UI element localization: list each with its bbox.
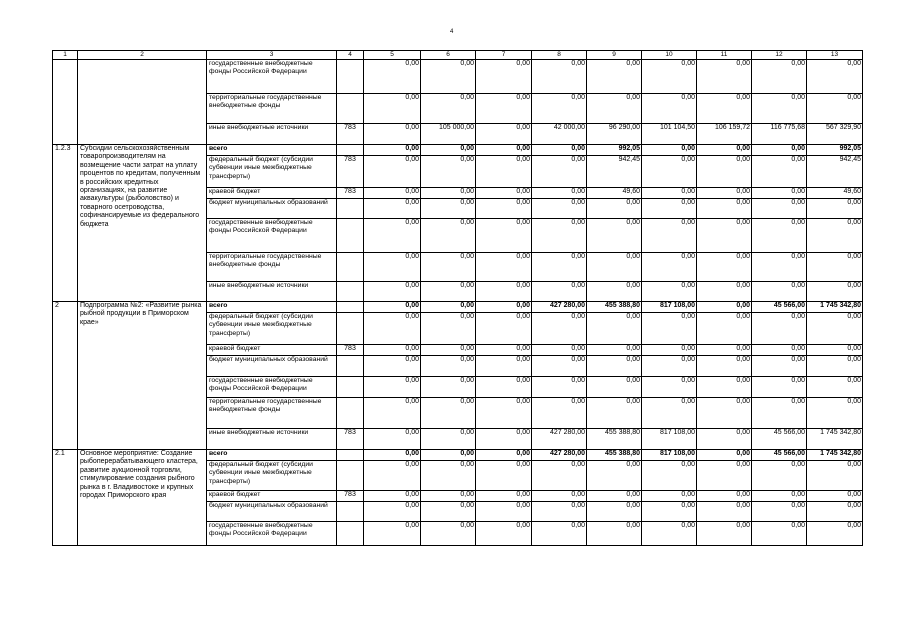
amount-cell: 0,00 — [476, 188, 532, 199]
amount-cell: 1 745 342,80 — [807, 450, 863, 461]
code-cell — [337, 253, 364, 282]
amount-cell: 0,00 — [364, 461, 421, 491]
amount-cell: 0,00 — [642, 199, 697, 219]
funding-source-cell: федеральный бюджет (субсидии субвенции иные межбюджетные трансферты) — [207, 461, 337, 491]
code-cell — [337, 94, 364, 124]
amount-cell: 116 775,68 — [752, 124, 807, 145]
amount-cell: 0,00 — [421, 522, 476, 546]
amount-cell: 0,00 — [642, 253, 697, 282]
header-cell: 8 — [532, 51, 587, 60]
amount-cell: 0,00 — [752, 282, 807, 302]
amount-cell: 0,00 — [532, 156, 587, 188]
amount-cell: 0,00 — [697, 429, 752, 450]
amount-cell: 0,00 — [476, 461, 532, 491]
amount-cell: 106 159,72 — [697, 124, 752, 145]
amount-cell: 0,00 — [587, 60, 642, 94]
amount-cell: 0,00 — [364, 145, 421, 156]
amount-cell: 0,00 — [364, 450, 421, 461]
amount-cell: 0,00 — [421, 450, 476, 461]
amount-cell: 0,00 — [421, 356, 476, 377]
amount-cell: 0,00 — [364, 282, 421, 302]
header-cell: 5 — [364, 51, 421, 60]
amount-cell: 0,00 — [697, 60, 752, 94]
code-cell — [337, 398, 364, 429]
amount-cell: 0,00 — [476, 253, 532, 282]
funding-source-cell: государственные внебюджетные фонды Российской Федерации — [207, 219, 337, 253]
amount-cell: 0,00 — [807, 282, 863, 302]
code-cell — [337, 377, 364, 398]
amount-cell: 0,00 — [752, 502, 807, 522]
amount-cell: 0,00 — [421, 302, 476, 313]
amount-cell: 0,00 — [476, 377, 532, 398]
amount-cell: 0,00 — [697, 522, 752, 546]
code-cell — [337, 313, 364, 345]
amount-cell: 0,00 — [807, 253, 863, 282]
header-cell: 10 — [642, 51, 697, 60]
amount-cell: 0,00 — [364, 502, 421, 522]
funding-source-cell: государственные внебюджетные фонды Российской Федерации — [207, 377, 337, 398]
amount-cell: 0,00 — [697, 219, 752, 253]
amount-cell: 0,00 — [476, 313, 532, 345]
amount-cell: 0,00 — [476, 429, 532, 450]
amount-cell: 0,00 — [807, 60, 863, 94]
amount-cell: 0,00 — [807, 522, 863, 546]
amount-cell: 0,00 — [807, 356, 863, 377]
amount-cell: 0,00 — [697, 145, 752, 156]
amount-cell: 0,00 — [364, 429, 421, 450]
amount-cell: 49,60 — [587, 188, 642, 199]
amount-cell: 0,00 — [587, 502, 642, 522]
amount-cell: 0,00 — [807, 345, 863, 356]
header-cell: 11 — [697, 51, 752, 60]
amount-cell: 0,00 — [364, 188, 421, 199]
code-cell — [337, 450, 364, 461]
amount-cell: 0,00 — [752, 356, 807, 377]
amount-cell: 0,00 — [421, 156, 476, 188]
amount-cell: 0,00 — [587, 313, 642, 345]
amount-cell: 0,00 — [476, 345, 532, 356]
amount-cell: 0,00 — [752, 156, 807, 188]
amount-cell: 0,00 — [587, 345, 642, 356]
amount-cell: 0,00 — [421, 461, 476, 491]
page-number: 4 — [450, 29, 454, 35]
amount-cell: 0,00 — [807, 377, 863, 398]
amount-cell: 0,00 — [697, 345, 752, 356]
amount-cell: 0,00 — [642, 145, 697, 156]
amount-cell: 0,00 — [364, 219, 421, 253]
table-row — [53, 450, 863, 461]
amount-cell: 0,00 — [697, 313, 752, 345]
amount-cell: 0,00 — [532, 377, 587, 398]
header-cell: 2 — [78, 51, 207, 60]
item-number-cell: 1.2.3 — [53, 145, 78, 302]
code-cell — [337, 60, 364, 94]
code-cell: 783 — [337, 491, 364, 502]
header-cell: 4 — [337, 51, 364, 60]
header-cell: 3 — [207, 51, 337, 60]
amount-cell: 0,00 — [364, 398, 421, 429]
amount-cell: 0,00 — [752, 377, 807, 398]
amount-cell: 0,00 — [364, 253, 421, 282]
amount-cell: 455 388,80 — [587, 429, 642, 450]
amount-cell: 42 000,00 — [532, 124, 587, 145]
code-cell — [337, 145, 364, 156]
code-cell: 783 — [337, 124, 364, 145]
amount-cell: 0,00 — [642, 491, 697, 502]
funding-source-cell: бюджет муниципальных образований — [207, 356, 337, 377]
amount-cell: 0,00 — [807, 461, 863, 491]
amount-cell: 0,00 — [364, 156, 421, 188]
amount-cell: 0,00 — [752, 199, 807, 219]
amount-cell: 0,00 — [476, 156, 532, 188]
amount-cell: 0,00 — [421, 145, 476, 156]
amount-cell: 0,00 — [642, 188, 697, 199]
amount-cell: 0,00 — [364, 94, 421, 124]
funding-source-cell: всего — [207, 450, 337, 461]
amount-cell: 0,00 — [752, 398, 807, 429]
amount-cell: 0,00 — [421, 313, 476, 345]
amount-cell: 0,00 — [752, 94, 807, 124]
amount-cell: 0,00 — [364, 313, 421, 345]
header-cell: 1 — [53, 51, 78, 60]
funding-source-cell: всего — [207, 145, 337, 156]
amount-cell: 817 108,00 — [642, 429, 697, 450]
amount-cell: 0,00 — [532, 398, 587, 429]
table-row — [53, 145, 863, 156]
amount-cell: 0,00 — [364, 60, 421, 94]
amount-cell: 0,00 — [587, 522, 642, 546]
amount-cell: 0,00 — [476, 94, 532, 124]
amount-cell: 0,00 — [697, 502, 752, 522]
amount-cell: 0,00 — [364, 345, 421, 356]
amount-cell: 0,00 — [642, 377, 697, 398]
amount-cell: 45 566,00 — [752, 429, 807, 450]
amount-cell: 0,00 — [807, 94, 863, 124]
amount-cell: 0,00 — [642, 398, 697, 429]
amount-cell: 427 280,00 — [532, 429, 587, 450]
amount-cell: 0,00 — [697, 188, 752, 199]
amount-cell: 0,00 — [697, 398, 752, 429]
table-body — [53, 60, 863, 546]
amount-cell: 0,00 — [642, 94, 697, 124]
amount-cell: 0,00 — [752, 253, 807, 282]
amount-cell: 0,00 — [752, 60, 807, 94]
table-row — [53, 302, 863, 313]
amount-cell: 0,00 — [642, 522, 697, 546]
table-row — [53, 60, 863, 94]
code-cell — [337, 461, 364, 491]
amount-cell: 992,05 — [807, 145, 863, 156]
item-number-cell: 2 — [53, 302, 78, 450]
amount-cell: 49,60 — [807, 188, 863, 199]
funding-source-cell: иные внебюджетные источники — [207, 429, 337, 450]
amount-cell: 0,00 — [587, 94, 642, 124]
item-title-cell — [78, 60, 207, 145]
header-cell: 6 — [421, 51, 476, 60]
amount-cell: 1 745 342,80 — [807, 429, 863, 450]
amount-cell: 0,00 — [532, 313, 587, 345]
amount-cell: 0,00 — [421, 502, 476, 522]
amount-cell: 817 108,00 — [642, 302, 697, 313]
amount-cell: 0,00 — [476, 60, 532, 94]
code-cell — [337, 356, 364, 377]
amount-cell: 0,00 — [476, 282, 532, 302]
amount-cell: 0,00 — [476, 219, 532, 253]
amount-cell: 0,00 — [807, 491, 863, 502]
header-cell: 12 — [752, 51, 807, 60]
amount-cell: 0,00 — [697, 94, 752, 124]
amount-cell: 0,00 — [532, 253, 587, 282]
funding-source-cell: иные внебюджетные источники — [207, 282, 337, 302]
amount-cell: 0,00 — [642, 461, 697, 491]
amount-cell: 0,00 — [421, 345, 476, 356]
amount-cell: 0,00 — [476, 302, 532, 313]
amount-cell: 0,00 — [587, 356, 642, 377]
amount-cell: 0,00 — [532, 199, 587, 219]
budget-table — [52, 50, 863, 546]
code-cell — [337, 282, 364, 302]
amount-cell: 0,00 — [476, 450, 532, 461]
amount-cell: 0,00 — [532, 188, 587, 199]
funding-source-cell: территориальные государственные внебюджетные фонды — [207, 253, 337, 282]
amount-cell: 0,00 — [587, 199, 642, 219]
amount-cell: 0,00 — [476, 124, 532, 145]
amount-cell: 0,00 — [752, 522, 807, 546]
amount-cell: 0,00 — [421, 219, 476, 253]
amount-cell: 0,00 — [421, 94, 476, 124]
amount-cell: 0,00 — [532, 345, 587, 356]
amount-cell: 0,00 — [752, 145, 807, 156]
amount-cell: 0,00 — [642, 219, 697, 253]
amount-cell: 0,00 — [587, 282, 642, 302]
funding-source-cell: территориальные государственные внебюджетные фонды — [207, 94, 337, 124]
amount-cell: 0,00 — [642, 60, 697, 94]
amount-cell: 0,00 — [587, 377, 642, 398]
amount-cell: 0,00 — [364, 491, 421, 502]
amount-cell: 0,00 — [364, 377, 421, 398]
amount-cell: 0,00 — [421, 491, 476, 502]
code-cell: 783 — [337, 345, 364, 356]
amount-cell: 0,00 — [532, 94, 587, 124]
amount-cell: 0,00 — [532, 522, 587, 546]
amount-cell: 0,00 — [532, 282, 587, 302]
funding-source-cell: краевой бюджет — [207, 491, 337, 502]
amount-cell: 0,00 — [476, 199, 532, 219]
amount-cell: 0,00 — [364, 356, 421, 377]
code-cell — [337, 302, 364, 313]
funding-source-cell: государственные внебюджетные фонды Российской Федерации — [207, 522, 337, 546]
item-title-cell: Подпрограмма №2: «Развитие рынка рыбной продукции в Приморском крае» — [78, 302, 207, 450]
header-cell: 13 — [807, 51, 863, 60]
amount-cell: 0,00 — [697, 199, 752, 219]
header-row — [53, 51, 863, 60]
amount-cell: 0,00 — [587, 491, 642, 502]
amount-cell: 0,00 — [752, 188, 807, 199]
amount-cell: 0,00 — [364, 199, 421, 219]
amount-cell: 96 290,00 — [587, 124, 642, 145]
amount-cell: 0,00 — [532, 491, 587, 502]
amount-cell: 0,00 — [532, 502, 587, 522]
amount-cell: 0,00 — [421, 398, 476, 429]
amount-cell: 0,00 — [532, 461, 587, 491]
amount-cell: 0,00 — [697, 377, 752, 398]
code-cell — [337, 522, 364, 546]
amount-cell: 0,00 — [587, 253, 642, 282]
amount-cell: 0,00 — [642, 282, 697, 302]
amount-cell: 0,00 — [642, 313, 697, 345]
amount-cell: 455 388,80 — [587, 302, 642, 313]
amount-cell: 455 388,80 — [587, 450, 642, 461]
amount-cell: 0,00 — [476, 522, 532, 546]
amount-cell: 0,00 — [807, 398, 863, 429]
amount-cell: 0,00 — [752, 461, 807, 491]
amount-cell: 0,00 — [697, 282, 752, 302]
amount-cell: 0,00 — [476, 145, 532, 156]
amount-cell: 101 104,50 — [642, 124, 697, 145]
amount-cell: 0,00 — [697, 253, 752, 282]
item-number-cell — [53, 60, 78, 145]
amount-cell: 0,00 — [364, 302, 421, 313]
amount-cell: 0,00 — [587, 398, 642, 429]
funding-source-cell: краевой бюджет — [207, 345, 337, 356]
amount-cell: 1 745 342,80 — [807, 302, 863, 313]
amount-cell: 0,00 — [697, 450, 752, 461]
amount-cell: 0,00 — [364, 124, 421, 145]
funding-source-cell: федеральный бюджет (субсидии субвенции иные межбюджетные трансферты) — [207, 156, 337, 188]
amount-cell: 992,05 — [587, 145, 642, 156]
amount-cell: 0,00 — [752, 345, 807, 356]
amount-cell: 0,00 — [476, 491, 532, 502]
header-cell: 7 — [476, 51, 532, 60]
header-cell: 9 — [587, 51, 642, 60]
amount-cell: 0,00 — [807, 199, 863, 219]
amount-cell: 0,00 — [532, 219, 587, 253]
item-number-cell: 2.1 — [53, 450, 78, 546]
amount-cell: 0,00 — [532, 356, 587, 377]
amount-cell: 0,00 — [421, 199, 476, 219]
amount-cell: 0,00 — [532, 145, 587, 156]
item-title-cell: Основное мероприятие: Создание рыбоперерабатывающего кластера, развитие аукционной торговли, стимулирование создания рыбного рынка в г. Владивостоке и крупных городах Приморского края — [78, 450, 207, 546]
amount-cell: 0,00 — [752, 491, 807, 502]
funding-source-cell: бюджет муниципальных образований — [207, 502, 337, 522]
amount-cell: 0,00 — [476, 356, 532, 377]
amount-cell: 0,00 — [476, 398, 532, 429]
amount-cell: 0,00 — [697, 491, 752, 502]
amount-cell: 0,00 — [807, 502, 863, 522]
amount-cell: 0,00 — [807, 313, 863, 345]
amount-cell: 0,00 — [697, 302, 752, 313]
amount-cell: 0,00 — [532, 60, 587, 94]
amount-cell: 942,45 — [587, 156, 642, 188]
funding-source-cell: бюджет муниципальных образований — [207, 199, 337, 219]
amount-cell: 942,45 — [807, 156, 863, 188]
amount-cell: 0,00 — [587, 461, 642, 491]
amount-cell: 0,00 — [421, 429, 476, 450]
amount-cell: 0,00 — [642, 345, 697, 356]
funding-source-cell: иные внебюджетные источники — [207, 124, 337, 145]
amount-cell: 0,00 — [476, 502, 532, 522]
amount-cell: 0,00 — [587, 219, 642, 253]
amount-cell: 0,00 — [421, 60, 476, 94]
amount-cell: 45 566,00 — [752, 302, 807, 313]
amount-cell: 0,00 — [421, 188, 476, 199]
code-cell: 783 — [337, 429, 364, 450]
funding-source-cell: территориальные государственные внебюджетные фонды — [207, 398, 337, 429]
amount-cell: 0,00 — [807, 219, 863, 253]
amount-cell: 427 280,00 — [532, 302, 587, 313]
amount-cell: 0,00 — [642, 502, 697, 522]
amount-cell: 0,00 — [752, 313, 807, 345]
amount-cell: 105 000,00 — [421, 124, 476, 145]
amount-cell: 0,00 — [421, 377, 476, 398]
amount-cell: 567 329,90 — [807, 124, 863, 145]
amount-cell: 0,00 — [642, 356, 697, 377]
amount-cell: 0,00 — [421, 253, 476, 282]
item-title-cell: Субсидии сельскохозяйственным товаропроизводителям на возмещение части затрат на уплату процентов по кредитам, полученным в российских кредитных организациях, на развитие аквакультуры (рыболовство) и товарного осетроводства, софинансируемые из федерального бюджета — [78, 145, 207, 302]
funding-source-cell: всего — [207, 302, 337, 313]
amount-cell: 0,00 — [364, 522, 421, 546]
amount-cell: 0,00 — [642, 156, 697, 188]
amount-cell: 0,00 — [697, 356, 752, 377]
amount-cell: 45 566,00 — [752, 450, 807, 461]
code-cell — [337, 199, 364, 219]
amount-cell: 0,00 — [697, 156, 752, 188]
amount-cell: 427 280,00 — [532, 450, 587, 461]
code-cell — [337, 219, 364, 253]
code-cell — [337, 502, 364, 522]
funding-source-cell: краевой бюджет — [207, 188, 337, 199]
amount-cell: 0,00 — [697, 461, 752, 491]
code-cell: 783 — [337, 156, 364, 188]
amount-cell: 0,00 — [752, 219, 807, 253]
amount-cell: 0,00 — [421, 282, 476, 302]
funding-source-cell: государственные внебюджетные фонды Российской Федерации — [207, 60, 337, 94]
code-cell: 783 — [337, 188, 364, 199]
funding-source-cell: федеральный бюджет (субсидии субвенции иные межбюджетные трансферты) — [207, 313, 337, 345]
amount-cell: 817 108,00 — [642, 450, 697, 461]
